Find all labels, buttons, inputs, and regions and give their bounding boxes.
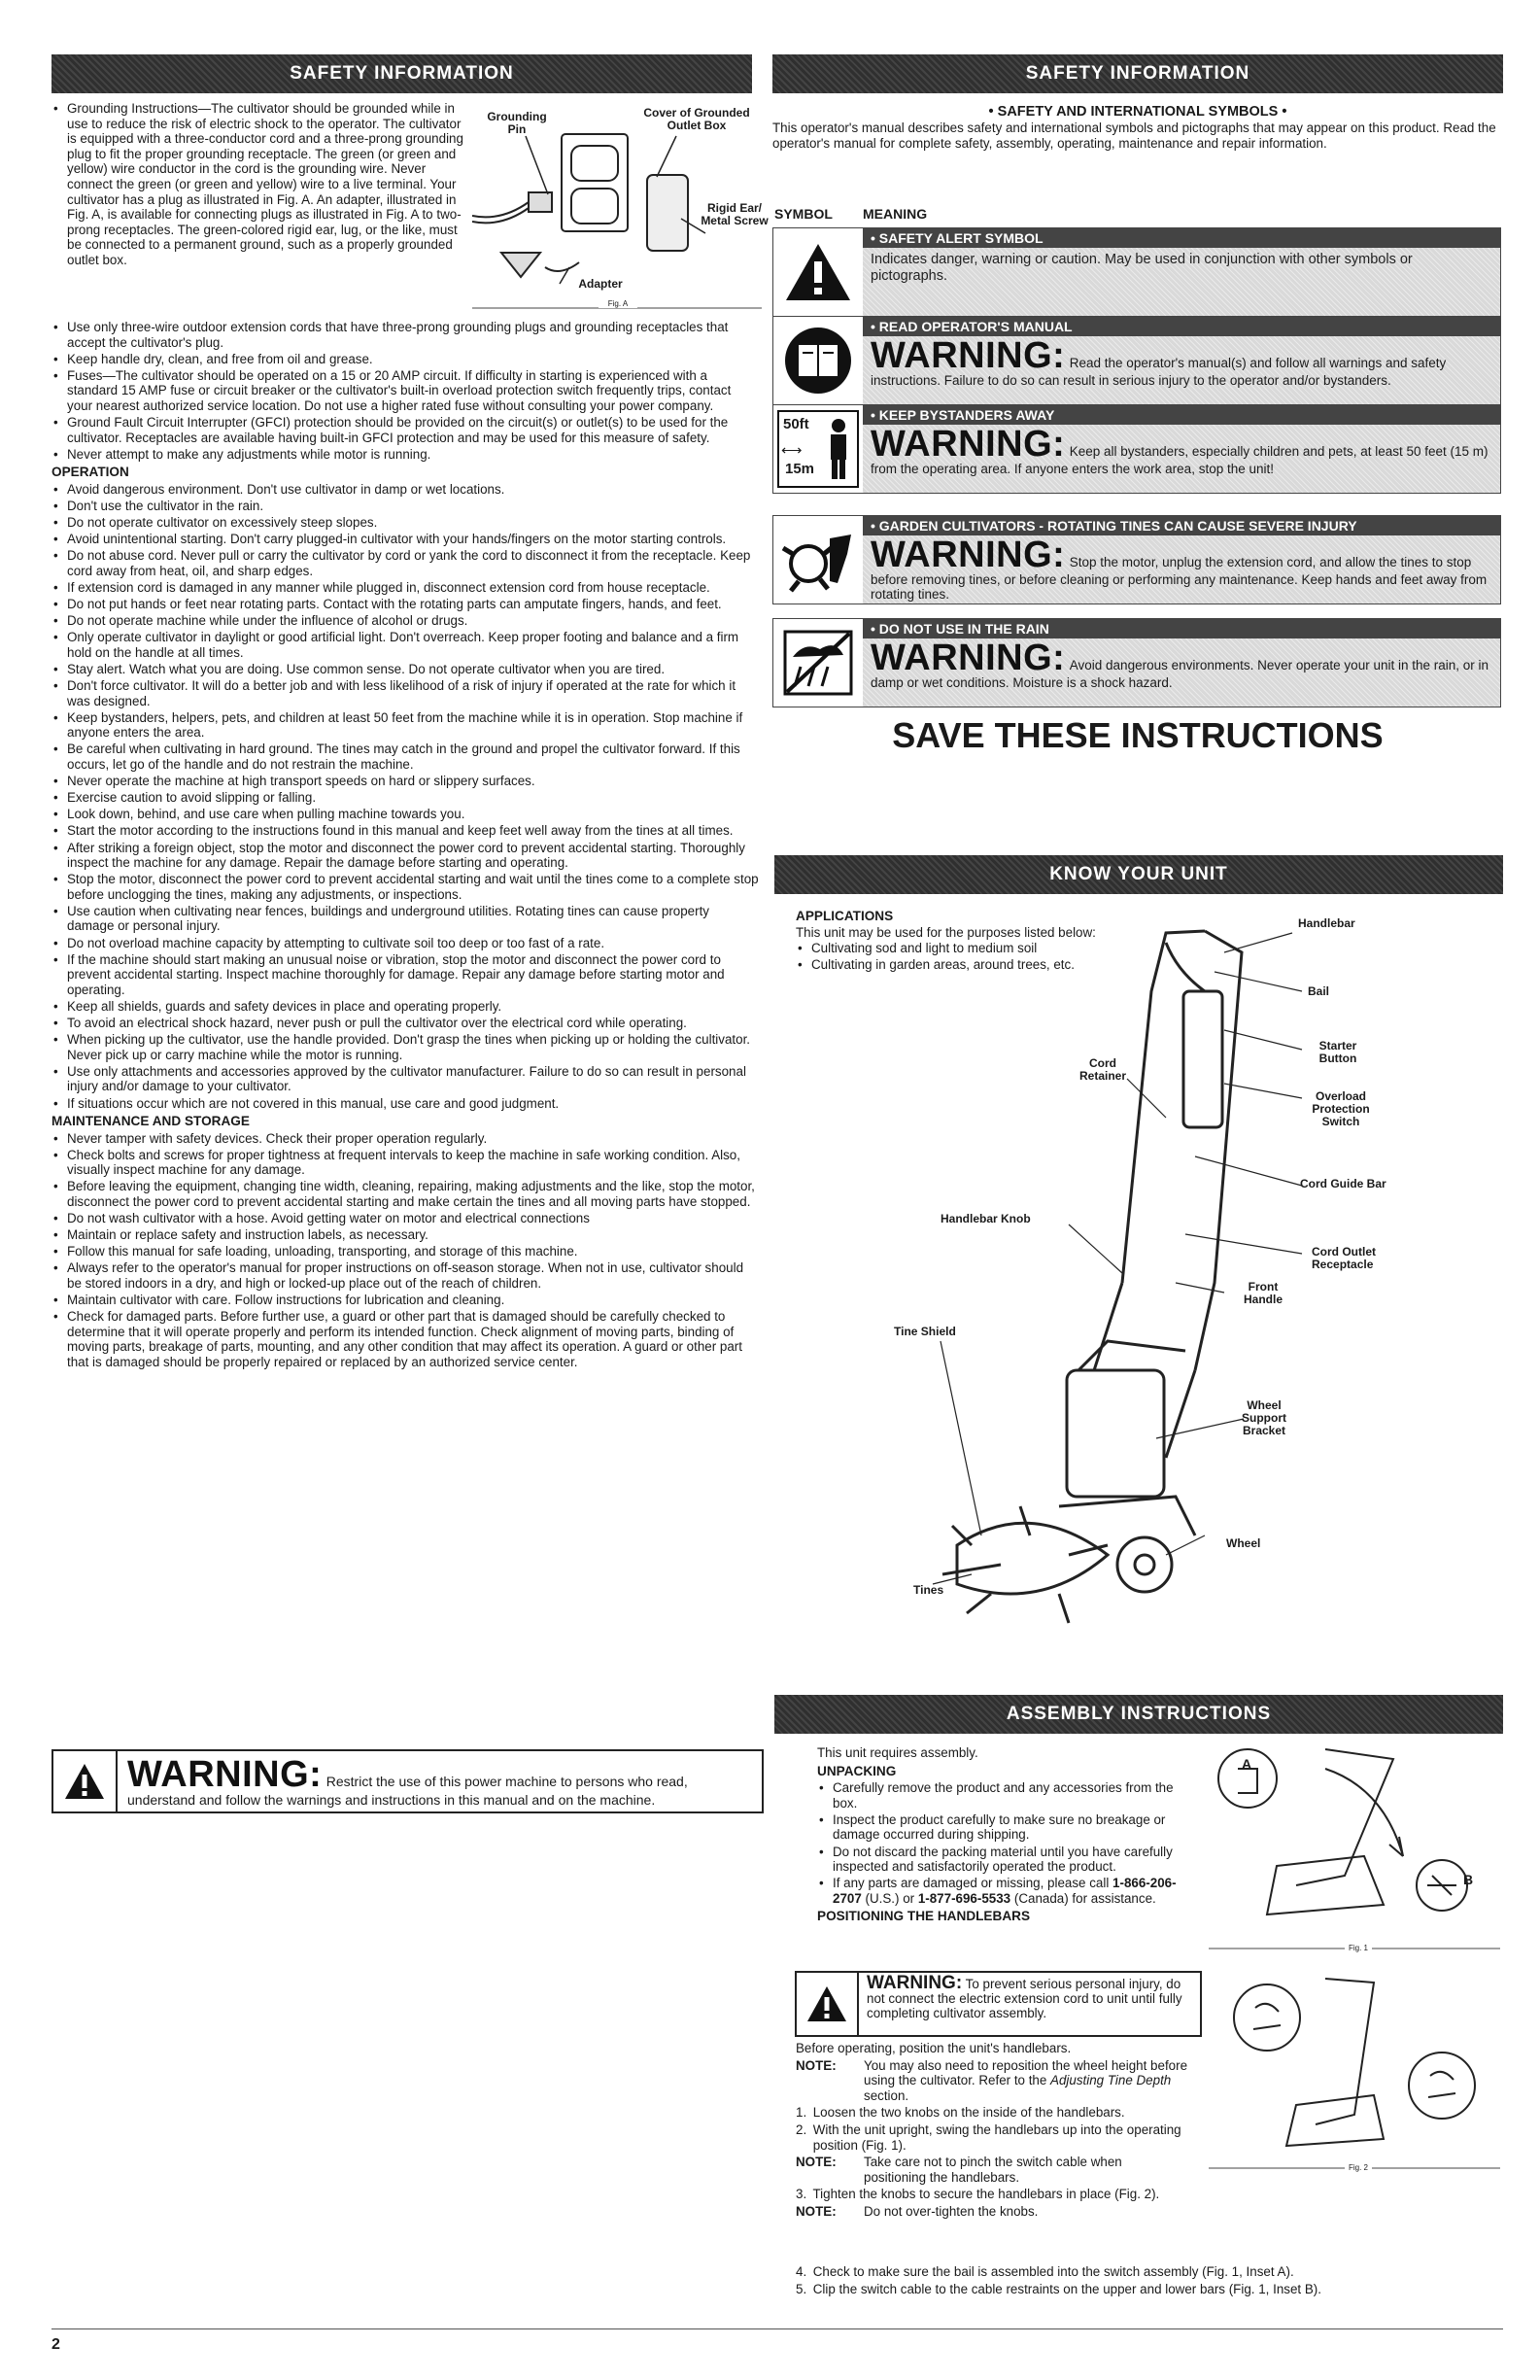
fig-1-inset-b: B <box>1463 1872 1474 1887</box>
symbol-cell <box>773 317 864 404</box>
symbol-cell <box>773 619 864 707</box>
note-1-post: section. <box>864 2087 909 2103</box>
grounding-text: • Grounding Instructions—The cultivator should be grounded while in use to reduce the risk of electric shock to the operator. The cultivator is equipped with a three-conductor cord and a three-prong grounding plug to fit the proper grounding receptacle. The green (or green and yellow) wire conductor in the cord is the grounding wire. Never connect the green (or green and yellow) wire to a live terminal. Your cultivator has a plug as illustrated in Fig. A. An adapter, illustrated in Fig. A, is available for connecting plugs as illustrated in Fig. A to two-prong receptacles. The green-colored rigid ear, lug, or the like, must be connected to a permanent ground, such as a properly grounded outlet box. <box>67 101 467 268</box>
warning-title: WARNING: <box>127 1754 323 1795</box>
list-item: • Exercise caution to avoid slipping or falling. <box>67 790 759 806</box>
symbol-warning: WARNING: <box>871 335 1066 376</box>
list-item: • Do not put hands or feet near rotating parts. Contact with the rotating parts can amputate fingers, hands, and feet. <box>67 597 759 612</box>
list-item: • Do not overload machine capacity by attempting to cultivate soil too deep or too fast of a rate. <box>67 936 759 951</box>
fig-a-grounding-pin: Grounding Pin <box>487 110 547 136</box>
part-cord-outlet: Cord Outlet Receptacle <box>1312 1245 1376 1271</box>
part-tine-shield: Tine Shield <box>894 1325 956 1338</box>
fig-1-inset-a: A <box>1242 1756 1252 1772</box>
fig-a-cover: Cover of Grounded Outlet Box <box>643 106 750 132</box>
list-item: • Carefully remove the product and any accessories from the box. <box>833 1780 1201 1811</box>
list-item: • Cultivating sod and light to medium soil <box>811 941 1204 956</box>
warning-box-restrict <box>51 1749 764 1813</box>
symbol-cell <box>773 228 864 316</box>
unpack-phone-post: (Canada) for assistance. <box>1010 1890 1156 1906</box>
part-bail: Bail <box>1308 984 1330 998</box>
note-2: Take care not to pinch the switch cable when positioning the handlebars. <box>864 2155 1122 2185</box>
list-item: • When picking up the cultivator, use the handle provided. Don't grasp the tines when picking up or holding the cultivator. Never pick up or carry machine while the motor is running. <box>67 1032 759 1062</box>
unpack-phone-pre: If any parts are damaged or missing, please call <box>833 1876 1113 1891</box>
list-item: • Maintain cultivator with care. Follow instructions for lubrication and cleaning. <box>67 1293 759 1308</box>
symbol-head: • KEEP BYSTANDERS AWAY <box>863 405 1500 425</box>
book-icon <box>783 326 853 396</box>
symbol-warning: WARNING: <box>871 535 1066 575</box>
symbol-head: • READ OPERATOR'S MANUAL <box>863 317 1500 336</box>
list-item: • Keep all shields, guards and safety devices in place and operating properly. <box>67 999 759 1015</box>
symbols-title: • SAFETY AND INTERNATIONAL SYMBOLS • <box>988 104 1287 120</box>
unpacking-heading: UNPACKING <box>817 1763 897 1778</box>
warning-text: To prevent serious personal injury, do not connect the electric extension cord to unit until fully completing cultivator assembly. <box>867 1977 1182 2020</box>
right-banner: SAFETY INFORMATION <box>772 54 1503 93</box>
symbol-text: Avoid dangerous environments. Never operate your unit in the rain, or in damp or wet conditions. Moisture is a shock hazard. <box>871 658 1489 690</box>
alert-triangle-icon <box>63 1762 106 1801</box>
step-number: 2. <box>796 2121 807 2137</box>
left-banner: SAFETY INFORMATION <box>51 54 752 93</box>
list-item: • Start the motor according to the instructions found in this manual and keep feet well away from the tines at all times. <box>67 823 759 839</box>
fig-1-illustration <box>1209 1740 1500 1953</box>
symbol-warning: WARNING: <box>871 638 1066 678</box>
fig-2-illustration <box>1209 1969 1500 2173</box>
symbol-row-rain <box>772 618 1501 707</box>
part-overload: Overload Protection Switch <box>1312 1089 1370 1128</box>
step-2: With the unit upright, swing the handlebars up into the operating position (Fig. 1). <box>812 2121 1181 2153</box>
left-main-text <box>51 320 759 1371</box>
list-item: • Be careful when cultivating in hard ground. The tines may catch in the ground and propel the cultivator forward. If this occurs, let go of the handle and do not restrain the machine. <box>67 742 759 772</box>
step-1: Loosen the two knobs on the inside of the handlebars. <box>812 2105 1125 2121</box>
bystander-50ft: 50ft <box>783 416 809 432</box>
part-handlebar: Handlebar <box>1298 916 1355 930</box>
list-item <box>833 1876 1201 1906</box>
symbol-text: Keep all bystanders, especially children and pets, at least 50 feet (15 m) from the operating area. If anyone enters the work area, stop the unit! <box>871 444 1489 476</box>
symbol-row-alert <box>772 227 1501 317</box>
list-item: • Stop the motor, disconnect the power cord to prevent accidental starting and wait until the tines come to a complete stop before unclogging the tines, making any adjustments, or inspections. <box>67 872 759 902</box>
list-item: • Use only three-wire outdoor extension cords that have three-prong grounding plugs and grounding receptacles that accept the cultivator's plug. <box>67 320 759 350</box>
footer-rule <box>51 2328 1503 2329</box>
fig-a-caption: Fig. A <box>599 299 637 308</box>
list-item: • Do not operate cultivator on excessively steep slopes. <box>67 515 759 531</box>
list-item: • To avoid an electrical shock hazard, never push or pull the cultivator over the electrical cord while operating. <box>67 1016 759 1031</box>
col-symbol: SYMBOL <box>774 206 833 222</box>
list-item: • Before leaving the equipment, changing tine width, cleaning, repairing, making adjustments and the like, stop the motor, disconnect the power cord to prevent accidental starting and make certain the tines and all moving parts have stopped. <box>67 1179 759 1209</box>
alert-triangle-icon <box>805 1984 848 2023</box>
note-label: NOTE: <box>796 2203 837 2219</box>
fig-1-caption: Fig. 1 <box>1345 1944 1372 1952</box>
list-item: • Never tamper with safety devices. Check their proper operation regularly. <box>67 1131 759 1147</box>
positioning-block <box>796 2041 1204 2220</box>
part-wheel: Wheel <box>1226 1536 1261 1550</box>
warning-icon-cell <box>797 1973 859 2035</box>
step-number: 4. <box>796 2264 807 2279</box>
part-cord-retainer: Cord Retainer <box>1078 1056 1127 1083</box>
list-item: • Use only attachments and accessories approved by the cultivator manufacturer. Failure to do so can result in personal injury and/or damage to your cultivator. <box>67 1064 759 1094</box>
rotating-tines-icon <box>779 525 857 595</box>
list-item: • Only operate cultivator in daylight or good artificial light. Don't overreach. Keep proper footing and balance and a firm hold on the handle at all times. <box>67 630 759 660</box>
bystander-15m: 15m <box>785 461 815 477</box>
know-your-unit-banner: KNOW YOUR UNIT <box>774 855 1503 894</box>
part-cord-guide: Cord Guide Bar <box>1300 1177 1386 1190</box>
warning-box-assembly <box>795 1971 1202 2037</box>
positioning-heading: POSITIONING THE HANDLEBARS <box>817 1909 1031 1924</box>
symbol-text: Read the operator's manual(s) and follow all warnings and safety instructions. Failure to do so can result in serious injury to the operator and/or bystanders. <box>871 356 1447 388</box>
fig-a-adapter: Adapter <box>578 277 623 291</box>
list-item: • Cultivating in garden areas, around trees, etc. <box>811 957 1204 973</box>
list-item: • If situations occur which are not covered in this manual, use care and good judgment. <box>67 1096 759 1112</box>
part-starter: Starter Button <box>1318 1039 1357 1065</box>
list-item: • Always refer to the operator's manual for proper instructions on off-season storage. When not in use, cultivator should be stored indoors in a dry, and high or locked-up place out of the reach of children. <box>67 1260 759 1291</box>
unpack-phone-mid: (U.S.) or <box>861 1890 918 1906</box>
step-5: Clip the switch cable to the cable restraints on the upper and lower bars (Fig. 1, Inset B). <box>812 2281 1321 2296</box>
list-item: • Don't use the cultivator in the rain. <box>67 499 759 514</box>
list-item: • Ground Fault Circuit Interrupter (GFCI) protection should be provided on the circuit(s) or outlet(s) to be used for the cultivator. Receptacles are available having built-in GFCI protection and may be used for this measure of safety. <box>67 415 759 445</box>
list-item: • Stay alert. Watch what you are doing. Use common sense. Do not operate cultivator when you are tired. <box>67 662 759 677</box>
list-item: • Keep handle dry, clean, and free from oil and grease. <box>67 352 759 367</box>
assembly-block <box>817 1745 1201 1926</box>
list-item: • If the machine should start making an unusual noise or vibration, stop the motor and disconnect the power cord to prevent accidental starting. Inspect machine thoroughly for damage. Repair any damage before starting motor and operating. <box>67 952 759 998</box>
list-item: • Never operate the machine at high transport speeds on hard or slippery surfaces. <box>67 774 759 789</box>
assembly-banner: ASSEMBLY INSTRUCTIONS <box>774 1695 1503 1734</box>
step-3: Tighten the knobs to secure the handlebars in place (Fig. 2). <box>812 2187 1160 2202</box>
part-front-handle: Front Handle <box>1243 1280 1283 1306</box>
symbol-row-manual <box>772 316 1501 405</box>
assembly-intro: This unit requires assembly. <box>817 1745 978 1760</box>
grounding-block <box>51 101 467 269</box>
symbol-cell <box>773 516 864 604</box>
operation-heading: OPERATION <box>51 465 129 480</box>
symbol-head: • DO NOT USE IN THE RAIN <box>863 619 1500 638</box>
list-item: • Do not operate machine while under the influence of alcohol or drugs. <box>67 613 759 629</box>
symbol-row-tines <box>772 515 1501 604</box>
part-tines: Tines <box>913 1583 944 1597</box>
person-icon <box>824 418 853 480</box>
applications-intro: This unit may be used for the purposes listed below: <box>796 925 1096 940</box>
step-number: 1. <box>796 2105 807 2121</box>
rain-icon <box>781 628 855 698</box>
warning-text: Restrict the use of this power machine to persons who read, understand and follow the warnings and instructions in this manual and on the machine. <box>127 1774 688 1808</box>
step-4: Check to make sure the bail is assembled into the switch assembly (Fig. 1, Inset A). <box>812 2264 1294 2279</box>
note-label: NOTE: <box>796 2155 837 2170</box>
col-meaning: MEANING <box>863 206 928 222</box>
part-handlebar-knob: Handlebar Knob <box>941 1212 1031 1225</box>
applications-heading: APPLICATIONS <box>796 909 894 923</box>
note-1-pre: You may also need to reposition the wheel height before using the cultivator. Refer to the <box>864 2057 1188 2088</box>
list-item: • Check bolts and screws for proper tightness at frequent intervals to keep the machine in safe working condition. Also, visually inspect machine for any damage. <box>67 1148 759 1178</box>
save-these-instructions: SAVE THESE INSTRUCTIONS <box>892 715 1384 755</box>
list-item: • Do not abuse cord. Never pull or carry the cultivator by cord or yank the cord to disconnect it from the receptacle. Keep cord away from heat, oil, and sharp edges. <box>67 548 759 578</box>
list-item: • Follow this manual for safe loading, unloading, transporting, and storage of this machine. <box>67 1244 759 1259</box>
part-wheel-bracket: Wheel Support Bracket <box>1242 1398 1286 1437</box>
list-item: • Never attempt to make any adjustments while motor is running. <box>67 447 759 463</box>
list-item: • Do not wash cultivator with a hose. Avoid getting water on motor and electrical connections <box>67 1211 759 1226</box>
symbol-row-bystanders <box>772 404 1501 494</box>
phone-us: 1-866-206-2707 <box>833 1876 1177 1906</box>
fig-2-caption: Fig. 2 <box>1345 2163 1372 2172</box>
page-number: 2 <box>51 2336 60 2353</box>
note-label: NOTE: <box>796 2057 837 2073</box>
note-3: Do not over-tighten the knobs. <box>864 2203 1039 2219</box>
fig-a-rigid-ear: Rigid Ear/ Metal Screw <box>701 201 769 227</box>
symbol-warning: WARNING: <box>871 424 1066 465</box>
list-item: • Do not discard the packing material until you have carefully inspected and satisfactorily operated the product. <box>833 1845 1201 1875</box>
list-item: • Maintain or replace safety and instruction labels, as necessary. <box>67 1227 759 1243</box>
warning-title: WARNING: <box>867 1973 963 1993</box>
list-item: • Don't force cultivator. It will do a better job and with less likelihood of a risk of injury if operated at the rate for which it was designed. <box>67 678 759 708</box>
list-item: • Inspect the product carefully to make sure no breakage or damage occurred during shipping. <box>833 1812 1201 1843</box>
symbol-text: Stop the motor, unplug the extension cord, and allow the tines to stop before removing tines, or before cleaning or performing any maintenance. Keep hands and feet away from rotating tines. <box>871 555 1488 602</box>
maintenance-heading: MAINTENANCE AND STORAGE <box>51 1114 250 1129</box>
symbols-intro: This operator's manual describes safety and international symbols and pictographs that may appear on this product. Read the operator's manual for complete safety, assembly, operating, maintenance and repair information. <box>772 121 1496 151</box>
before-operating: Before operating, position the unit's handlebars. <box>796 2041 1072 2055</box>
symbol-head: • SAFETY ALERT SYMBOL <box>863 228 1500 248</box>
positioning-steps-wide <box>796 2264 1495 2296</box>
list-item: • Fuses—The cultivator should be operated on a 15 or 20 AMP circuit. If difficulty in starting is experienced with a standard 15 AMP fuse or circuit breaker or the cultivator's built-in overload protection switch frequently trips, contact your nearest authorized service location. Do not use a higher rated fuse without consulting your power company. <box>67 368 759 414</box>
symbol-text: Indicates danger, warning or caution. May be used in conjunction with other symbols or pictographs. <box>871 252 1413 284</box>
list-item: • If extension cord is damaged in any manner while plugged in, disconnect extension cord from house receptacle. <box>67 580 759 596</box>
list-item: • Avoid dangerous environment. Don't use cultivator in damp or wet locations. <box>67 482 759 498</box>
symbol-head: • GARDEN CULTIVATORS - ROTATING TINES CAN CAUSE SEVERE INJURY <box>863 516 1500 535</box>
note-1-link: Adjusting Tine Depth <box>1050 2073 1172 2088</box>
phone-canada: 1-877-696-5533 <box>917 1890 1011 1906</box>
alert-triangle-icon <box>784 242 852 302</box>
symbol-cell: 50ft 15m ⟷ <box>773 405 864 493</box>
list-item: • After striking a foreign object, stop the motor and disconnect the power cord to prevent accidental starting. Thoroughly inspect the machine for any damage. Repair the damage before starting and operating. <box>67 841 759 871</box>
step-number: 3. <box>796 2187 807 2202</box>
list-item: • Check for damaged parts. Before further use, a guard or other part that is damaged should be carefully checked to determine that it will operate properly and perform its intended function. Check alignment of moving parts, binding of moving parts, breakage of parts, mounting, and any other condition that may affect its operation. A guard or other part that is damaged should be properly repaired or replaced by an authorized service center. <box>67 1309 759 1369</box>
warning-icon-cell <box>53 1751 118 1811</box>
list-item: • Keep bystanders, helpers, pets, and children at least 50 feet from the machine while it is in operation. Stop machine if anyone enters the area. <box>67 710 759 741</box>
list-item: • Use caution when cultivating near fences, buildings and underground utilities. Rotating tines can cause property damage or personal injury. <box>67 904 759 934</box>
cultivator-illustration <box>874 914 1419 1633</box>
list-item: • Look down, behind, and use care when pulling machine towards you. <box>67 807 759 822</box>
step-number: 5. <box>796 2281 807 2296</box>
list-item: • Avoid unintentional starting. Don't carry plugged-in cultivator with your hands/fingers on the motor starting controls. <box>67 532 759 547</box>
